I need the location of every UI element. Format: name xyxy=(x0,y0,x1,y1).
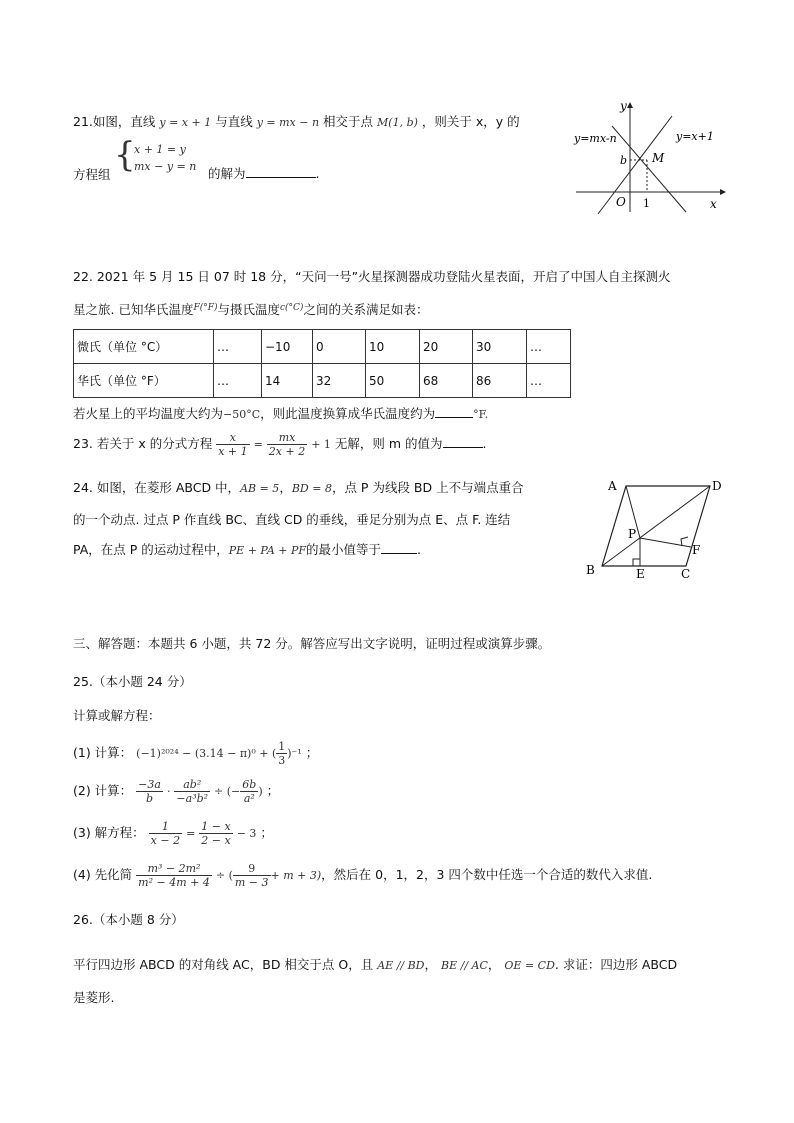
q26-line1: 平行四边形 ABCD 的对角线 AC，BD 相交于点 O，且 AE // BD， BE // AC， OE = CD. 求证：四边形 ABCD xyxy=(73,957,678,972)
section3-heading: 三、解答题：本题共 6 小题，共 72 分。解答应写出文字说明，证明过程或演算步骤。 xyxy=(73,636,551,651)
table-cell: 14 xyxy=(262,364,313,398)
table-cell: 86 xyxy=(473,364,527,398)
x-axis-arrow xyxy=(720,189,726,195)
label-M: M xyxy=(652,151,665,165)
q25-part2: (2) 计算： $\frac{-3a}{b}$ · $\frac{\text{ab²}}{\text{−a³b²}}$ ÷ (− $\frac{6b}{\text{a²}}$ ) ； xyxy=(73,778,280,805)
point-m: M(1, b) xyxy=(377,116,418,129)
q24-line1: 24. 如图，在菱形 ABCD 中，AB = 5，BD = 8，点 P 为线段 BD 上不与端点重合 xyxy=(73,480,524,495)
label-A: A xyxy=(608,479,617,493)
q21-answer: 的解为 . xyxy=(208,166,320,181)
fraction: $\frac{x}{x + 1}$ xyxy=(218,431,248,458)
table-cell: 10 xyxy=(366,330,420,364)
label-y: y xyxy=(620,99,627,113)
q25-title: 25.（本小题 24 分） xyxy=(73,674,192,689)
table-cell: 0 xyxy=(313,330,366,364)
table-cell: 68 xyxy=(420,364,473,398)
label-B: B xyxy=(586,563,595,577)
q21-system-label: 方程组 xyxy=(73,167,111,182)
q21-line1: 21.如图，直线 y = x + 1 与直线 y = mx − n 相交于点 M(1, b) ，则关于 x，y 的 xyxy=(73,114,520,129)
fraction: $\frac{1}{x - 2}$ xyxy=(150,820,181,847)
table-cell: … xyxy=(527,364,571,398)
right-angle-f xyxy=(681,537,688,546)
label-D: D xyxy=(712,479,722,493)
answer-blank xyxy=(435,405,473,418)
table-cell: −10 xyxy=(262,330,313,364)
fraction: $\frac{9}{m - 3}$ xyxy=(234,862,269,889)
segment-pf xyxy=(640,538,691,547)
fraction: $\frac{1}{3}$ xyxy=(278,740,286,767)
q25-prompt: 计算或解方程： xyxy=(73,708,161,723)
system-brace: { xyxy=(114,135,136,175)
coordinate-figure xyxy=(568,96,728,218)
right-angle-e xyxy=(633,559,640,566)
fraction: $\frac{6b}{\text{a²}}$ xyxy=(242,778,257,805)
table-cell: 华氏（单位 °F） xyxy=(74,364,214,398)
rhombus-figure xyxy=(578,474,728,584)
fraction: $\frac{-3a}{b}$ xyxy=(138,778,161,805)
answer-blank xyxy=(246,165,316,178)
system-eq1: x + 1 = y xyxy=(134,143,186,156)
answer-blank xyxy=(381,541,417,554)
q22-line3: 若火星上的平均温度大约为−50°C，则此温度换算成华氏温度约为 °F. xyxy=(73,406,489,421)
label-b: b xyxy=(620,154,628,167)
answer-blank xyxy=(443,435,483,448)
table-cell: … xyxy=(214,330,262,364)
label-origin: O xyxy=(616,195,626,209)
label-C: C xyxy=(681,567,691,581)
fraction: $\frac{mx}{2x + 2}$ xyxy=(268,431,306,458)
table-row-fahrenheit xyxy=(74,364,571,398)
table-cell: 32 xyxy=(313,364,366,398)
fraction: $\frac{1 - x}{2 - x}$ xyxy=(201,820,231,847)
q24-line3: PA，在点 P 的运动过程中，PE + PA + PF的最小值等于 . xyxy=(73,542,422,557)
q22-line2: 星之旅. 已知华氏温度$^{F(^\circ F)}$与摄氏温度$^{c(^\circ C)}$之间的关系满足如表： xyxy=(73,302,429,317)
temperature-table xyxy=(73,329,571,398)
table-cell: … xyxy=(214,364,262,398)
line2-equation: y = mx − n xyxy=(256,116,320,129)
label-left-line: y=mx-n xyxy=(574,132,617,145)
line1-equation: y = x + 1 xyxy=(159,116,212,129)
q25-part3: (3) 解方程： $\frac{1}{x - 2}$ = $\frac{1 - x}{2 - x}$ − 3 ； xyxy=(73,820,273,847)
fraction: $\frac{\text{m³ − 2m²}}{\text{m² − 4m + 4}}$ xyxy=(138,862,210,889)
q26-title: 26.（本小题 8 分） xyxy=(73,912,184,927)
q22-line1: 22. 2021 年 5 月 15 日 07 时 18 分，“天问一号”火星探测器成功登陆火星表面，开启了中国人自主探测火 xyxy=(73,269,671,284)
label-F: F xyxy=(692,543,701,557)
label-1: 1 xyxy=(643,197,650,210)
q26-line2: 是菱形. xyxy=(73,990,115,1005)
system-eq2: mx − y = n xyxy=(134,160,197,173)
table-cell: 20 xyxy=(420,330,473,364)
q24-line2: 的一个动点. 过点 P 作直线 BC、直线 CD 的垂线，垂足分别为点 E、点 F. 连结 xyxy=(73,512,511,527)
fraction: $\frac{\text{ab²}}{\text{−a³b²}}$ xyxy=(176,778,209,805)
table-cell: 50 xyxy=(366,364,420,398)
q25-part4: (4) 先化简 $\frac{\text{m³ − 2m²}}{\text{m² − 4m + 4}}$ ÷ ( $\frac{9}{m - 3}$ + m + 3)，然后在 0，1，2，3 四个数中任选一个合适的数代入求值. xyxy=(73,862,653,889)
line-x-plus-1 xyxy=(598,116,672,214)
q25-part1: (1) 计算： (−1)²⁰²⁴ − (3.14 − π)⁰ + ( $\frac{1}{3}$ )⁻¹ ； xyxy=(73,740,319,767)
table-cell: … xyxy=(527,330,571,364)
q23: 23. 若关于 x 的分式方程 $\frac{x}{x + 1}$ = $\frac{mx}{2x + 2}$ + 1 无解，则 m 的值为 . xyxy=(73,431,487,458)
label-x: x xyxy=(710,197,717,211)
table-cell: 30 xyxy=(473,330,527,364)
label-right-line: y=x+1 xyxy=(676,130,714,143)
table-row-celsius xyxy=(74,330,571,364)
label-E: E xyxy=(636,567,645,581)
table-cell: 微氏（单位 °C） xyxy=(74,330,214,364)
y-axis-arrow xyxy=(627,102,633,108)
label-P: P xyxy=(628,527,637,541)
